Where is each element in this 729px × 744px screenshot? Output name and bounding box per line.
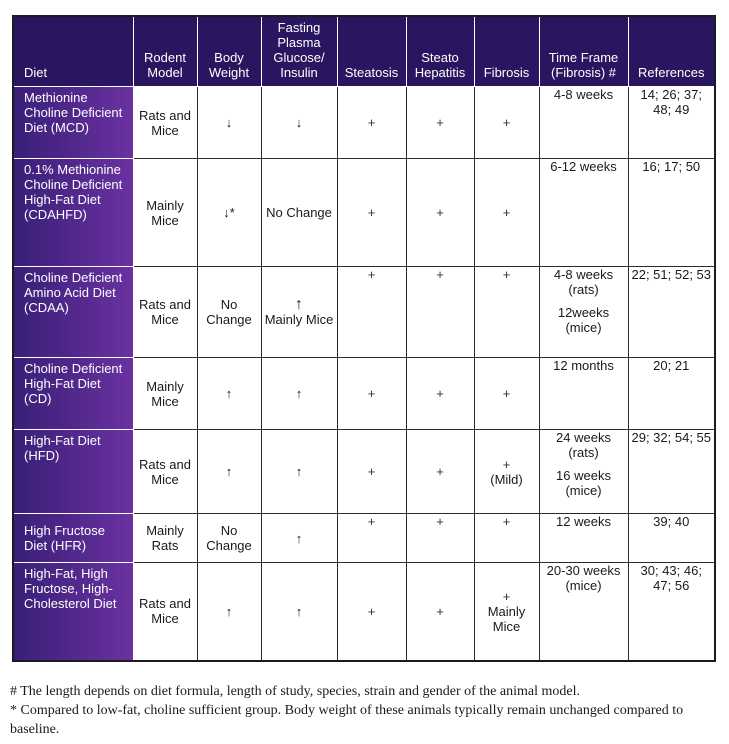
references-cell: 29; 32; 54; 55 xyxy=(628,430,715,514)
rodent-model-cell: Mainly Mice xyxy=(133,358,197,430)
body-weight-cell: ↓ xyxy=(197,87,261,159)
time-frame-cell xyxy=(539,267,628,358)
diet-name-cell: Choline Deficient Amino Acid Diet (CDAA) xyxy=(13,267,133,358)
steatosis-cell: + xyxy=(337,87,406,159)
fibrosis-plus: + xyxy=(502,588,511,604)
glucose-cell: ↑ xyxy=(261,514,337,563)
glucose-cell: No Change xyxy=(261,159,337,267)
time-frame-line-1: 4-8 weeks (rats) xyxy=(553,267,614,297)
header-fibrosis: Fibrosis xyxy=(474,16,539,87)
glucose-cell: ↑ xyxy=(261,430,337,514)
time-frame-line-2: 16 weeks (mice) xyxy=(556,468,611,498)
header-rodent-model: Rodent Model xyxy=(133,16,197,87)
time-frame-cell: 20-30 weeks (mice) xyxy=(539,563,628,661)
steatosis-cell: + xyxy=(337,514,406,563)
header-steatosis: Steatosis xyxy=(337,16,406,87)
body-weight-cell: ↓* xyxy=(197,159,261,267)
table-row xyxy=(13,87,715,159)
fibrosis-cell: + xyxy=(474,267,539,358)
diet-name-cell: High Fructose Diet (HFR) xyxy=(13,514,133,563)
diet-name-cell: 0.1% Methionine Choline Deficient High-Fat Diet (CDAHFD) xyxy=(13,159,133,267)
time-frame-cell xyxy=(539,430,628,514)
fibrosis-note: (Mild) xyxy=(490,471,523,487)
time-frame-cell: 12 weeks xyxy=(539,514,628,563)
diet-name-cell: Choline Deficient High-Fat Diet (CD) xyxy=(13,358,133,430)
rodent-model-cell: Rats and Mice xyxy=(133,430,197,514)
steatohepatitis-cell: + xyxy=(406,430,474,514)
references-cell: 20; 21 xyxy=(628,358,715,430)
diet-name-cell: Methionine Choline Deficient Diet (MCD) xyxy=(13,87,133,159)
fibrosis-cell: + xyxy=(474,358,539,430)
time-frame-cell: 6-12 weeks xyxy=(539,159,628,267)
rodent-model-cell: Mainly Rats xyxy=(133,514,197,563)
fibrosis-cell: + xyxy=(474,514,539,563)
footnote-star: * Compared to low-fat, choline sufficient group. Body weight of these animals typically remain unchanged compared to baseline. xyxy=(10,703,684,737)
steatohepatitis-cell: + xyxy=(406,267,474,358)
references-cell: 14; 26; 37; 48; 49 xyxy=(628,87,715,159)
rodent-model-cell: Rats and Mice xyxy=(133,563,197,661)
time-frame-line-2: 12weeks (mice) xyxy=(557,305,610,335)
glucose-cell xyxy=(261,267,337,358)
references-cell: 30; 43; 46; 47; 56 xyxy=(628,563,715,661)
fibrosis-plus: + xyxy=(502,456,511,472)
fibrosis-cell: + xyxy=(474,87,539,159)
header-fasting-glucose: Fasting Plasma Glucose/ Insulin xyxy=(261,16,337,87)
glucose-cell: ↑ xyxy=(261,358,337,430)
steatosis-cell: + xyxy=(337,159,406,267)
body-weight-cell: No Change xyxy=(197,514,261,563)
table-row xyxy=(13,430,715,514)
rodent-model-cell: Rats and Mice xyxy=(133,267,197,358)
diet-name-cell: High-Fat, High Fructose, High-Cholesterol Diet xyxy=(13,563,133,661)
time-frame-cell: 12 months xyxy=(539,358,628,430)
header-row xyxy=(13,16,715,87)
table-row xyxy=(13,159,715,267)
body-weight-cell: No Change xyxy=(197,267,261,358)
header-steatohepatitis: Steato Hepatitis xyxy=(406,16,474,87)
time-frame-cell: 4-8 weeks xyxy=(539,87,628,159)
table-row xyxy=(13,358,715,430)
footnote-hash: # The length depends on diet formula, length of study, species, strain and gender of the animal model. xyxy=(10,684,580,699)
glucose-cell: ↓ xyxy=(261,87,337,159)
steatosis-cell: + xyxy=(337,563,406,661)
body-weight-cell: ↑ xyxy=(197,358,261,430)
references-cell: 16; 17; 50 xyxy=(628,159,715,267)
steatohepatitis-cell: + xyxy=(406,358,474,430)
diet-name-cell: High-Fat Diet (HFD) xyxy=(13,430,133,514)
body-weight-cell: ↑ xyxy=(197,430,261,514)
references-cell: 22; 51; 52; 53 xyxy=(628,267,715,358)
table-row xyxy=(13,267,715,358)
glucose-cell: ↑ xyxy=(261,563,337,661)
fibrosis-cell: + xyxy=(474,159,539,267)
table-row xyxy=(13,563,715,661)
header-diet: Diet xyxy=(13,16,133,87)
steatosis-cell: + xyxy=(337,430,406,514)
header-references: References xyxy=(628,16,715,87)
glucose-arrow: ↑ xyxy=(295,296,303,313)
table-row xyxy=(13,514,715,563)
fibrosis-note: Mainly Mice xyxy=(487,603,526,634)
footnotes xyxy=(10,682,720,739)
steatohepatitis-cell: + xyxy=(406,159,474,267)
steatosis-cell: + xyxy=(337,358,406,430)
fibrosis-cell xyxy=(474,563,539,661)
fibrosis-cell xyxy=(474,430,539,514)
body-weight-cell: ↑ xyxy=(197,563,261,661)
glucose-note: Mainly Mice xyxy=(264,312,334,327)
header-time-frame: Time Frame (Fibrosis) # xyxy=(539,16,628,87)
steatosis-cell: + xyxy=(337,267,406,358)
steatohepatitis-cell: + xyxy=(406,87,474,159)
diet-comparison-table xyxy=(12,15,716,662)
time-frame-line-1: 24 weeks (rats) xyxy=(556,430,611,460)
steatohepatitis-cell: + xyxy=(406,563,474,661)
header-body-weight: Body Weight xyxy=(197,16,261,87)
rodent-model-cell: Mainly Mice xyxy=(133,159,197,267)
references-cell: 39; 40 xyxy=(628,514,715,563)
rodent-model-cell: Rats and Mice xyxy=(133,87,197,159)
steatohepatitis-cell: + xyxy=(406,514,474,563)
